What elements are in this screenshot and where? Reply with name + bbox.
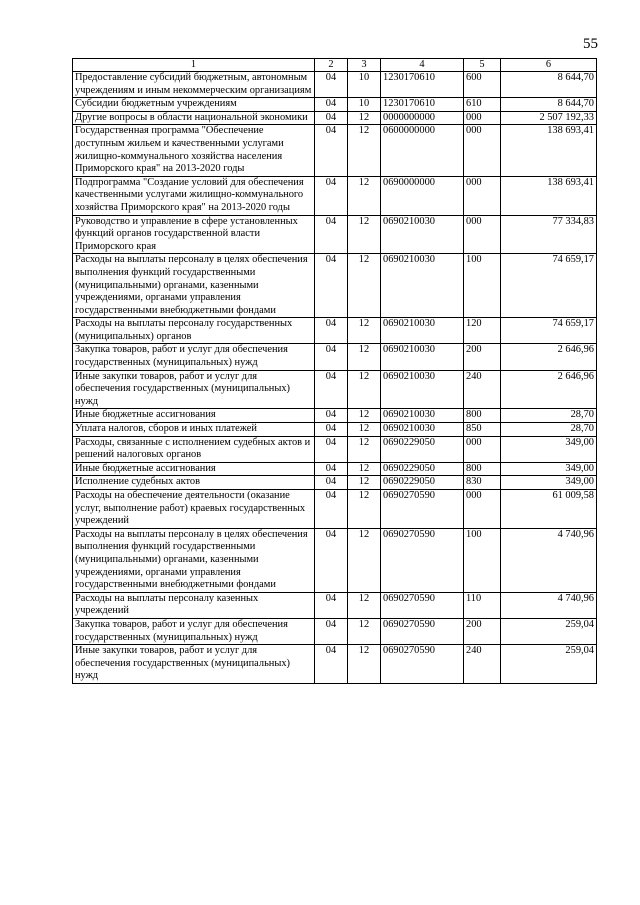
- item-name-cell: Субсидии бюджетным учреждениям: [73, 98, 315, 112]
- section-code-cell: 04: [315, 72, 348, 98]
- expense-type-cell: 100: [464, 528, 501, 592]
- subsection-code-cell: 12: [348, 423, 381, 437]
- item-name-cell: Закупка товаров, работ и услуг для обеспечения государственных (муниципальных) нужд: [73, 618, 315, 644]
- subsection-code-cell: 12: [348, 618, 381, 644]
- subsection-code-cell: 12: [348, 176, 381, 215]
- amount-cell: 349,00: [501, 436, 597, 462]
- table-row: [73, 370, 597, 409]
- section-code-cell: 04: [315, 370, 348, 409]
- section-code-cell: 04: [315, 592, 348, 618]
- target-article-cell: 0690270590: [381, 645, 464, 684]
- section-code-cell: 04: [315, 490, 348, 529]
- table-row: [73, 436, 597, 462]
- subsection-code-cell: 12: [348, 318, 381, 344]
- section-code-cell: 04: [315, 125, 348, 176]
- target-article-cell: 0690210030: [381, 344, 464, 370]
- column-header: 1: [73, 59, 315, 72]
- table-row: [73, 592, 597, 618]
- amount-cell: 8 644,70: [501, 72, 597, 98]
- section-code-cell: 04: [315, 318, 348, 344]
- subsection-code-cell: 10: [348, 98, 381, 112]
- subsection-code-cell: 12: [348, 490, 381, 529]
- target-article-cell: 0690229050: [381, 436, 464, 462]
- expense-type-cell: 100: [464, 254, 501, 318]
- item-name-cell: Иные бюджетные ассигнования: [73, 409, 315, 423]
- amount-cell: 74 659,17: [501, 254, 597, 318]
- expense-type-cell: 110: [464, 592, 501, 618]
- subsection-code-cell: 12: [348, 476, 381, 490]
- target-article-cell: 0690210030: [381, 215, 464, 254]
- item-name-cell: Иные закупки товаров, работ и услуг для обеспечения государственных (муниципальных) нужд: [73, 370, 315, 409]
- section-code-cell: 04: [315, 409, 348, 423]
- subsection-code-cell: 12: [348, 344, 381, 370]
- amount-cell: 28,70: [501, 423, 597, 437]
- table-row: [73, 215, 597, 254]
- table-row: [73, 254, 597, 318]
- table-row: [73, 318, 597, 344]
- expense-type-cell: 000: [464, 125, 501, 176]
- item-name-cell: Расходы на выплаты персоналу в целях обеспечения выполнения функций государственными (муниципальными) органами, казенными учреждениями, органами управления государственными внебюджетными фондами: [73, 528, 315, 592]
- table-row: [73, 462, 597, 476]
- item-name-cell: Расходы на обеспечение деятельности (оказание услуг, выполнение работ) краевых государственных учреждений: [73, 490, 315, 529]
- subsection-code-cell: 12: [348, 436, 381, 462]
- table-row: [73, 645, 597, 684]
- section-code-cell: 04: [315, 423, 348, 437]
- target-article-cell: 0600000000: [381, 125, 464, 176]
- amount-cell: 349,00: [501, 462, 597, 476]
- amount-cell: 138 693,41: [501, 125, 597, 176]
- column-header: 6: [501, 59, 597, 72]
- section-code-cell: 04: [315, 98, 348, 112]
- target-article-cell: 0690210030: [381, 254, 464, 318]
- section-code-cell: 04: [315, 462, 348, 476]
- budget-table: [72, 58, 597, 684]
- section-code-cell: 04: [315, 436, 348, 462]
- target-article-cell: 0690270590: [381, 618, 464, 644]
- target-article-cell: 1230170610: [381, 72, 464, 98]
- expense-type-cell: 850: [464, 423, 501, 437]
- item-name-cell: Государственная программа "Обеспечение доступным жильем и качественными услугами жилищно-коммунального хозяйства населения Приморского края" на 2013-2020 годы: [73, 125, 315, 176]
- subsection-code-cell: 12: [348, 125, 381, 176]
- item-name-cell: Уплата налогов, сборов и иных платежей: [73, 423, 315, 437]
- expense-type-cell: 600: [464, 72, 501, 98]
- target-article-cell: 0690270590: [381, 490, 464, 529]
- item-name-cell: Предоставление субсидий бюджетным, автономным учреждениям и иным некоммерческим организациям: [73, 72, 315, 98]
- table-row: [73, 528, 597, 592]
- target-article-cell: 0690229050: [381, 476, 464, 490]
- subsection-code-cell: 12: [348, 111, 381, 125]
- table-body: [73, 72, 597, 684]
- column-header: 4: [381, 59, 464, 72]
- target-article-cell: 1230170610: [381, 98, 464, 112]
- expense-type-cell: 610: [464, 98, 501, 112]
- item-name-cell: Иные закупки товаров, работ и услуг для обеспечения государственных (муниципальных) нужд: [73, 645, 315, 684]
- expense-type-cell: 800: [464, 462, 501, 476]
- table-header-row: [73, 59, 597, 72]
- subsection-code-cell: 12: [348, 409, 381, 423]
- table-row: [73, 490, 597, 529]
- section-code-cell: 04: [315, 176, 348, 215]
- expense-type-cell: 240: [464, 645, 501, 684]
- section-code-cell: 04: [315, 215, 348, 254]
- expense-type-cell: 800: [464, 409, 501, 423]
- amount-cell: 259,04: [501, 645, 597, 684]
- section-code-cell: 04: [315, 476, 348, 490]
- expense-type-cell: 000: [464, 436, 501, 462]
- page-number: 55: [583, 36, 598, 52]
- item-name-cell: Другие вопросы в области национальной экономики: [73, 111, 315, 125]
- subsection-code-cell: 12: [348, 592, 381, 618]
- column-header: 5: [464, 59, 501, 72]
- item-name-cell: Иные бюджетные ассигнования: [73, 462, 315, 476]
- table-row: [73, 125, 597, 176]
- table-row: [73, 72, 597, 98]
- expense-type-cell: 120: [464, 318, 501, 344]
- section-code-cell: 04: [315, 111, 348, 125]
- amount-cell: 77 334,83: [501, 215, 597, 254]
- amount-cell: 4 740,96: [501, 592, 597, 618]
- amount-cell: 2 507 192,33: [501, 111, 597, 125]
- table-row: [73, 476, 597, 490]
- expense-type-cell: 000: [464, 490, 501, 529]
- amount-cell: 8 644,70: [501, 98, 597, 112]
- table-row: [73, 618, 597, 644]
- item-name-cell: Расходы на выплаты персоналу в целях обеспечения выполнения функций государственными (муниципальными) органами, казенными учреждениями, органами управления государственными внебюджетными фондами: [73, 254, 315, 318]
- expense-type-cell: 200: [464, 344, 501, 370]
- item-name-cell: Исполнение судебных актов: [73, 476, 315, 490]
- target-article-cell: 0690270590: [381, 592, 464, 618]
- expense-type-cell: 830: [464, 476, 501, 490]
- target-article-cell: 0690229050: [381, 462, 464, 476]
- section-code-cell: 04: [315, 528, 348, 592]
- item-name-cell: Подпрограмма "Создание условий для обеспечения качественными услугами жилищно-коммунального хозяйства Приморского края" на 2013-2020 годы: [73, 176, 315, 215]
- subsection-code-cell: 12: [348, 215, 381, 254]
- column-header: 3: [348, 59, 381, 72]
- subsection-code-cell: 12: [348, 645, 381, 684]
- amount-cell: 61 009,58: [501, 490, 597, 529]
- amount-cell: 28,70: [501, 409, 597, 423]
- subsection-code-cell: 12: [348, 370, 381, 409]
- expense-type-cell: 000: [464, 176, 501, 215]
- column-header: 2: [315, 59, 348, 72]
- item-name-cell: Расходы, связанные с исполнением судебных актов и решений налоговых органов: [73, 436, 315, 462]
- section-code-cell: 04: [315, 645, 348, 684]
- amount-cell: 74 659,17: [501, 318, 597, 344]
- target-article-cell: 0690210030: [381, 318, 464, 344]
- target-article-cell: 0690210030: [381, 423, 464, 437]
- section-code-cell: 04: [315, 254, 348, 318]
- expense-type-cell: 240: [464, 370, 501, 409]
- subsection-code-cell: 12: [348, 254, 381, 318]
- expense-type-cell: 000: [464, 215, 501, 254]
- section-code-cell: 04: [315, 618, 348, 644]
- amount-cell: 2 646,96: [501, 370, 597, 409]
- target-article-cell: 0000000000: [381, 111, 464, 125]
- amount-cell: 4 740,96: [501, 528, 597, 592]
- subsection-code-cell: 12: [348, 528, 381, 592]
- table-row: [73, 423, 597, 437]
- table-row: [73, 98, 597, 112]
- amount-cell: 2 646,96: [501, 344, 597, 370]
- amount-cell: 138 693,41: [501, 176, 597, 215]
- amount-cell: 259,04: [501, 618, 597, 644]
- subsection-code-cell: 10: [348, 72, 381, 98]
- section-code-cell: 04: [315, 344, 348, 370]
- target-article-cell: 0690270590: [381, 528, 464, 592]
- expense-type-cell: 000: [464, 111, 501, 125]
- table-row: [73, 111, 597, 125]
- target-article-cell: 0690210030: [381, 370, 464, 409]
- table-row: [73, 409, 597, 423]
- table-row: [73, 176, 597, 215]
- amount-cell: 349,00: [501, 476, 597, 490]
- table-row: [73, 344, 597, 370]
- target-article-cell: 0690000000: [381, 176, 464, 215]
- item-name-cell: Закупка товаров, работ и услуг для обеспечения государственных (муниципальных) нужд: [73, 344, 315, 370]
- item-name-cell: Руководство и управление в сфере установленных функций органов государственной власти Приморского края: [73, 215, 315, 254]
- item-name-cell: Расходы на выплаты персоналу казенных учреждений: [73, 592, 315, 618]
- item-name-cell: Расходы на выплаты персоналу государственных (муниципальных) органов: [73, 318, 315, 344]
- subsection-code-cell: 12: [348, 462, 381, 476]
- expense-type-cell: 200: [464, 618, 501, 644]
- target-article-cell: 0690210030: [381, 409, 464, 423]
